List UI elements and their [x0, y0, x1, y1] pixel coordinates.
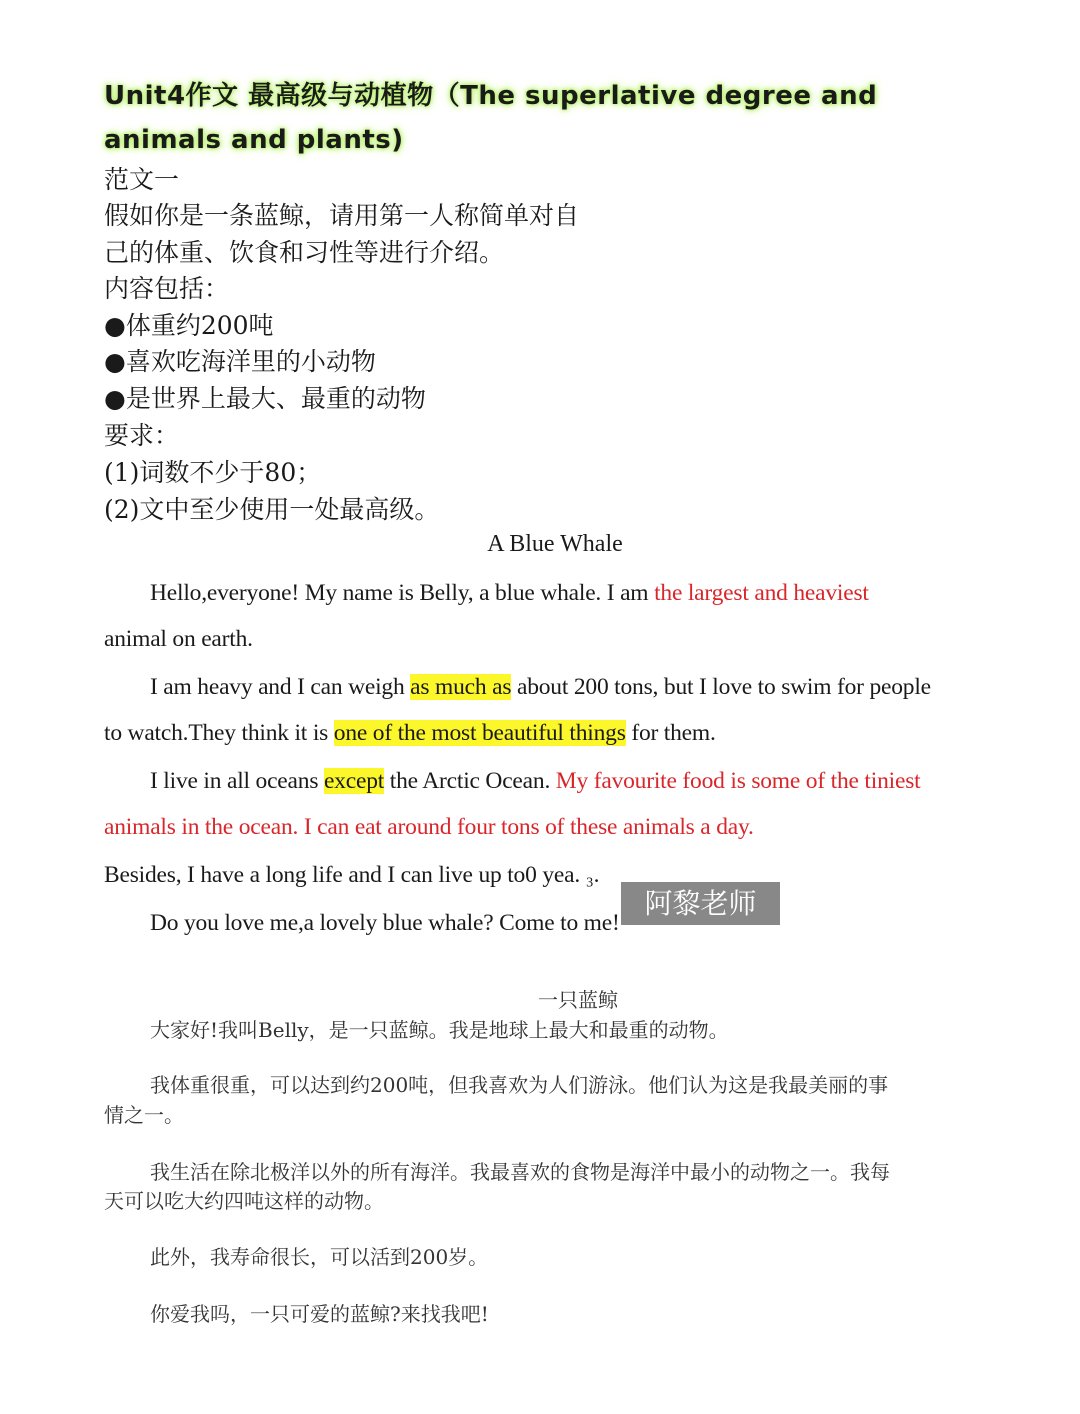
highlight-red-text: the largest and heaviest	[654, 580, 869, 606]
essay-paragraph-2	[104, 664, 1004, 710]
translation-paragraph-2-cont: 情之一。	[104, 1103, 184, 1127]
essay-paragraph-3	[104, 758, 1004, 804]
requirement-2: (2)文中至少使用一处最高级。	[104, 495, 440, 524]
text-run: for them.	[625, 720, 716, 746]
translation-paragraph-4	[104, 1242, 994, 1272]
translation-paragraph-1	[104, 1015, 994, 1045]
task-line-1: 假如你是一条蓝鲸，请用第一人称简单对自	[104, 201, 580, 230]
bullet-item: ●是世界上最大、最重的动物	[104, 384, 426, 413]
translation-paragraph-5	[104, 1299, 994, 1329]
essay-paragraph-1	[104, 570, 1004, 616]
essay-title: A Blue Whale	[487, 531, 623, 557]
translation-paragraph-3	[104, 1157, 994, 1187]
content-label: 内容包括：	[104, 274, 230, 303]
requirements-label: 要求：	[104, 421, 180, 450]
text-run: 我生活在除北极洋以外的所有海洋。我最喜欢的食物是海洋中最小的动物之一。我每	[150, 1160, 890, 1184]
task-line-2: 己的体重、饮食和习性等进行介绍。	[104, 238, 505, 267]
highlight-red-text: My favourite food is some of the tiniest	[555, 768, 921, 794]
text-run: 我体重很重，可以达到约200吨，但我喜欢为人们游泳。他们认为这是我最美丽的事	[150, 1073, 889, 1097]
sample-label: 范文一	[104, 165, 180, 194]
text-run: the Arctic Ocean.	[384, 768, 556, 794]
text-run: 大家好!我叫Belly，是一只蓝鲸。我是地球上最大和最重的动物。	[150, 1018, 729, 1042]
translation-paragraph-2	[104, 1070, 994, 1100]
text-run: I live in all oceans	[150, 768, 324, 794]
bullet-item: ●喜欢吃海洋里的小动物	[104, 347, 376, 376]
text-run: 此外，我寿命很长，可以活到200岁。	[150, 1245, 489, 1269]
text-run: 你爱我吗，一只可爱的蓝鲸?来找我吧!	[150, 1302, 489, 1326]
text-run: Hello,everyone! My name is Belly, a blue whale. I am	[150, 580, 655, 606]
highlight-yellow-text: as much as	[410, 674, 512, 700]
essay-paragraph-3-cont: animals in the ocean. I can eat around four tons of these animals a day.	[104, 814, 754, 840]
text-run: Do you love me,a lovely blue whale? Come to me!	[150, 910, 620, 936]
essay-paragraph-4: Besides, I have a long life and I can live up to0 yea. ₃.	[104, 862, 600, 888]
bullet-item: ●体重约200吨	[104, 311, 274, 340]
highlight-yellow-text: one of the most beautiful things	[333, 720, 626, 746]
essay-paragraph-1-cont: animal on earth.	[104, 626, 253, 652]
highlight-yellow-text: except	[323, 768, 385, 794]
text-run: I am heavy and I can weigh	[150, 674, 411, 700]
essay-paragraph-5	[104, 900, 1004, 946]
translation-title: 一只蓝鲸	[538, 988, 618, 1012]
text-run: to watch.They think it is	[104, 720, 334, 746]
text-run: about 200 tons, but I love to swim for people	[511, 674, 931, 700]
essay-paragraph-2-cont	[104, 710, 1004, 756]
translation-paragraph-3-cont: 天可以吃大约四吨这样的动物。	[104, 1189, 384, 1213]
requirement-1: (1)词数不少于80；	[104, 458, 322, 487]
watermark: 阿黎老师	[621, 882, 780, 925]
document-title: Unit4作文 最高级与动植物（The superlative degree and animals and plants)	[104, 81, 878, 155]
